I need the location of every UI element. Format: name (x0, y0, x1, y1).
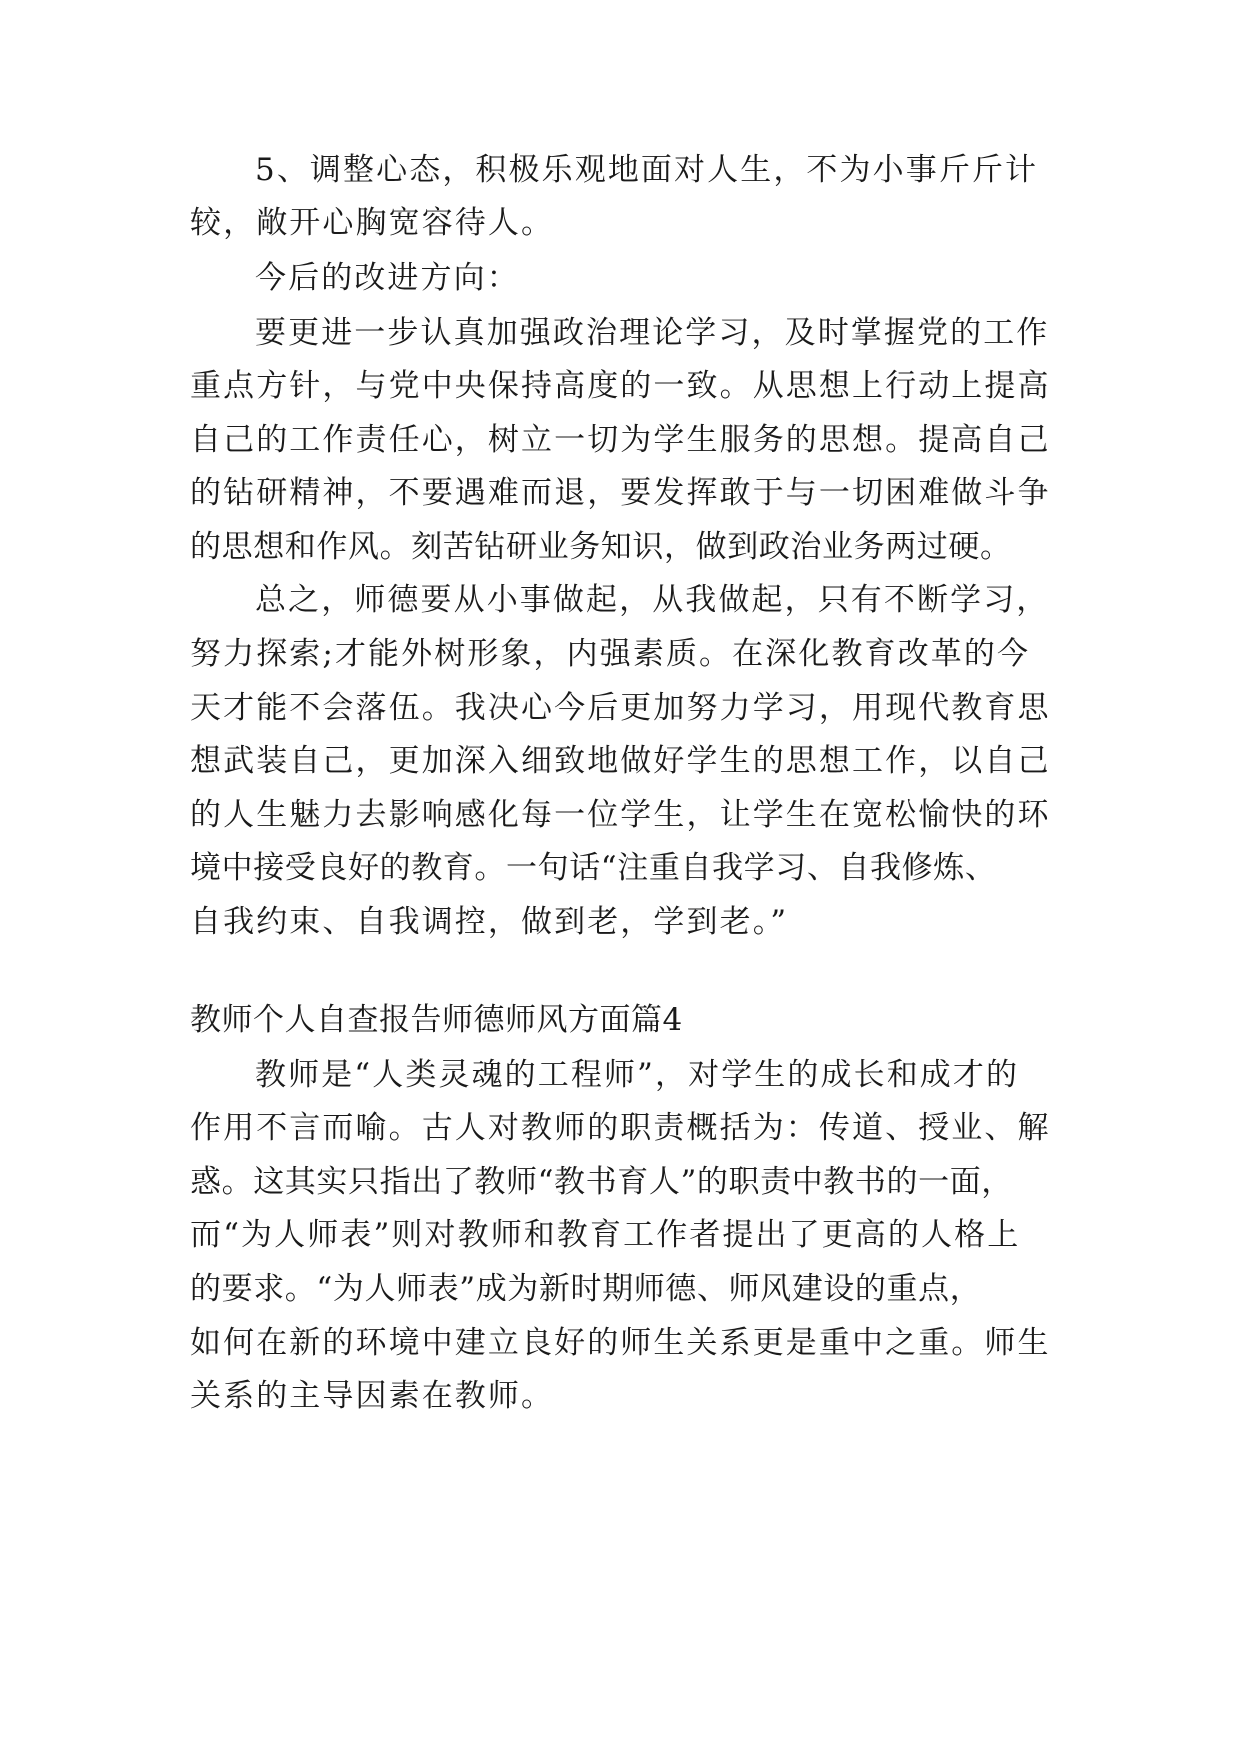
text-line: 较，敞开心胸宽容待人。 (190, 205, 555, 241)
text-line: 重点方针，与党中央保持高度的一致。从思想上行动上提高 (190, 368, 1051, 404)
text-line: 作用不言而喻。古人对教师的职责概括为：传道、授业、解 (190, 1110, 1051, 1146)
text-line: 如何在新的环境中建立良好的师生关系更是重中之重。师生 (190, 1325, 1051, 1361)
text-line: 努力探索;才能外树形象，内强素质。在深化教育改革的今 (190, 636, 1031, 672)
text-line: 教师是“人类灵魂的工程师”，对学生的成长和成才的 (255, 1057, 1020, 1093)
text-line: 的钻研精神，不要遇难而退，要发挥敢于与一切困难做斗争 (190, 475, 1051, 511)
text-line: 今后的改进方向： (255, 260, 520, 296)
text-line: 要更进一步认真加强政治理论学习，及时掌握党的工作 (255, 315, 1050, 351)
text-line: 惑。这其实只指出了教师“教书育人”的职责中教书的一面， (190, 1164, 1013, 1200)
text-line: 天才能不会落伍。我决心今后更加努力学习，用现代教育思 (190, 690, 1051, 726)
text-line: 总之，师德要从小事做起，从我做起，只有不断学习， (255, 582, 1050, 618)
text-line: 自我约束、自我调控，做到老，学到老。” (190, 904, 789, 940)
text-line: 的要求。“为人师表”成为新时期师德、师风建设的重点， (190, 1271, 982, 1307)
text-line: 的思想和作风。刻苦钻研业务知识，做到政治业务两过硬。 (190, 529, 1012, 565)
text-line: 的人生魅力去影响感化每一位学生，让学生在宽松愉快的环 (190, 797, 1051, 833)
text-line: 自己的工作责任心，树立一切为学生服务的思想。提高自己 (190, 422, 1051, 458)
text-line: 而“为人师表”则对教师和教育工作者提出了更高的人格上 (190, 1217, 1021, 1253)
text-line: 境中接受良好的教育。一句话“注重自我学习、自我修炼、 (190, 850, 997, 886)
text-line: 5、调整心态，积极乐观地面对人生，不为小事斤斤计 (255, 152, 1039, 188)
section-heading: 教师个人自查报告师德师风方面篇4 (190, 1002, 683, 1038)
text-line: 关系的主导因素在教师。 (190, 1378, 555, 1414)
text-line: 想武装自己，更加深入细致地做好学生的思想工作，以自己 (190, 743, 1051, 779)
